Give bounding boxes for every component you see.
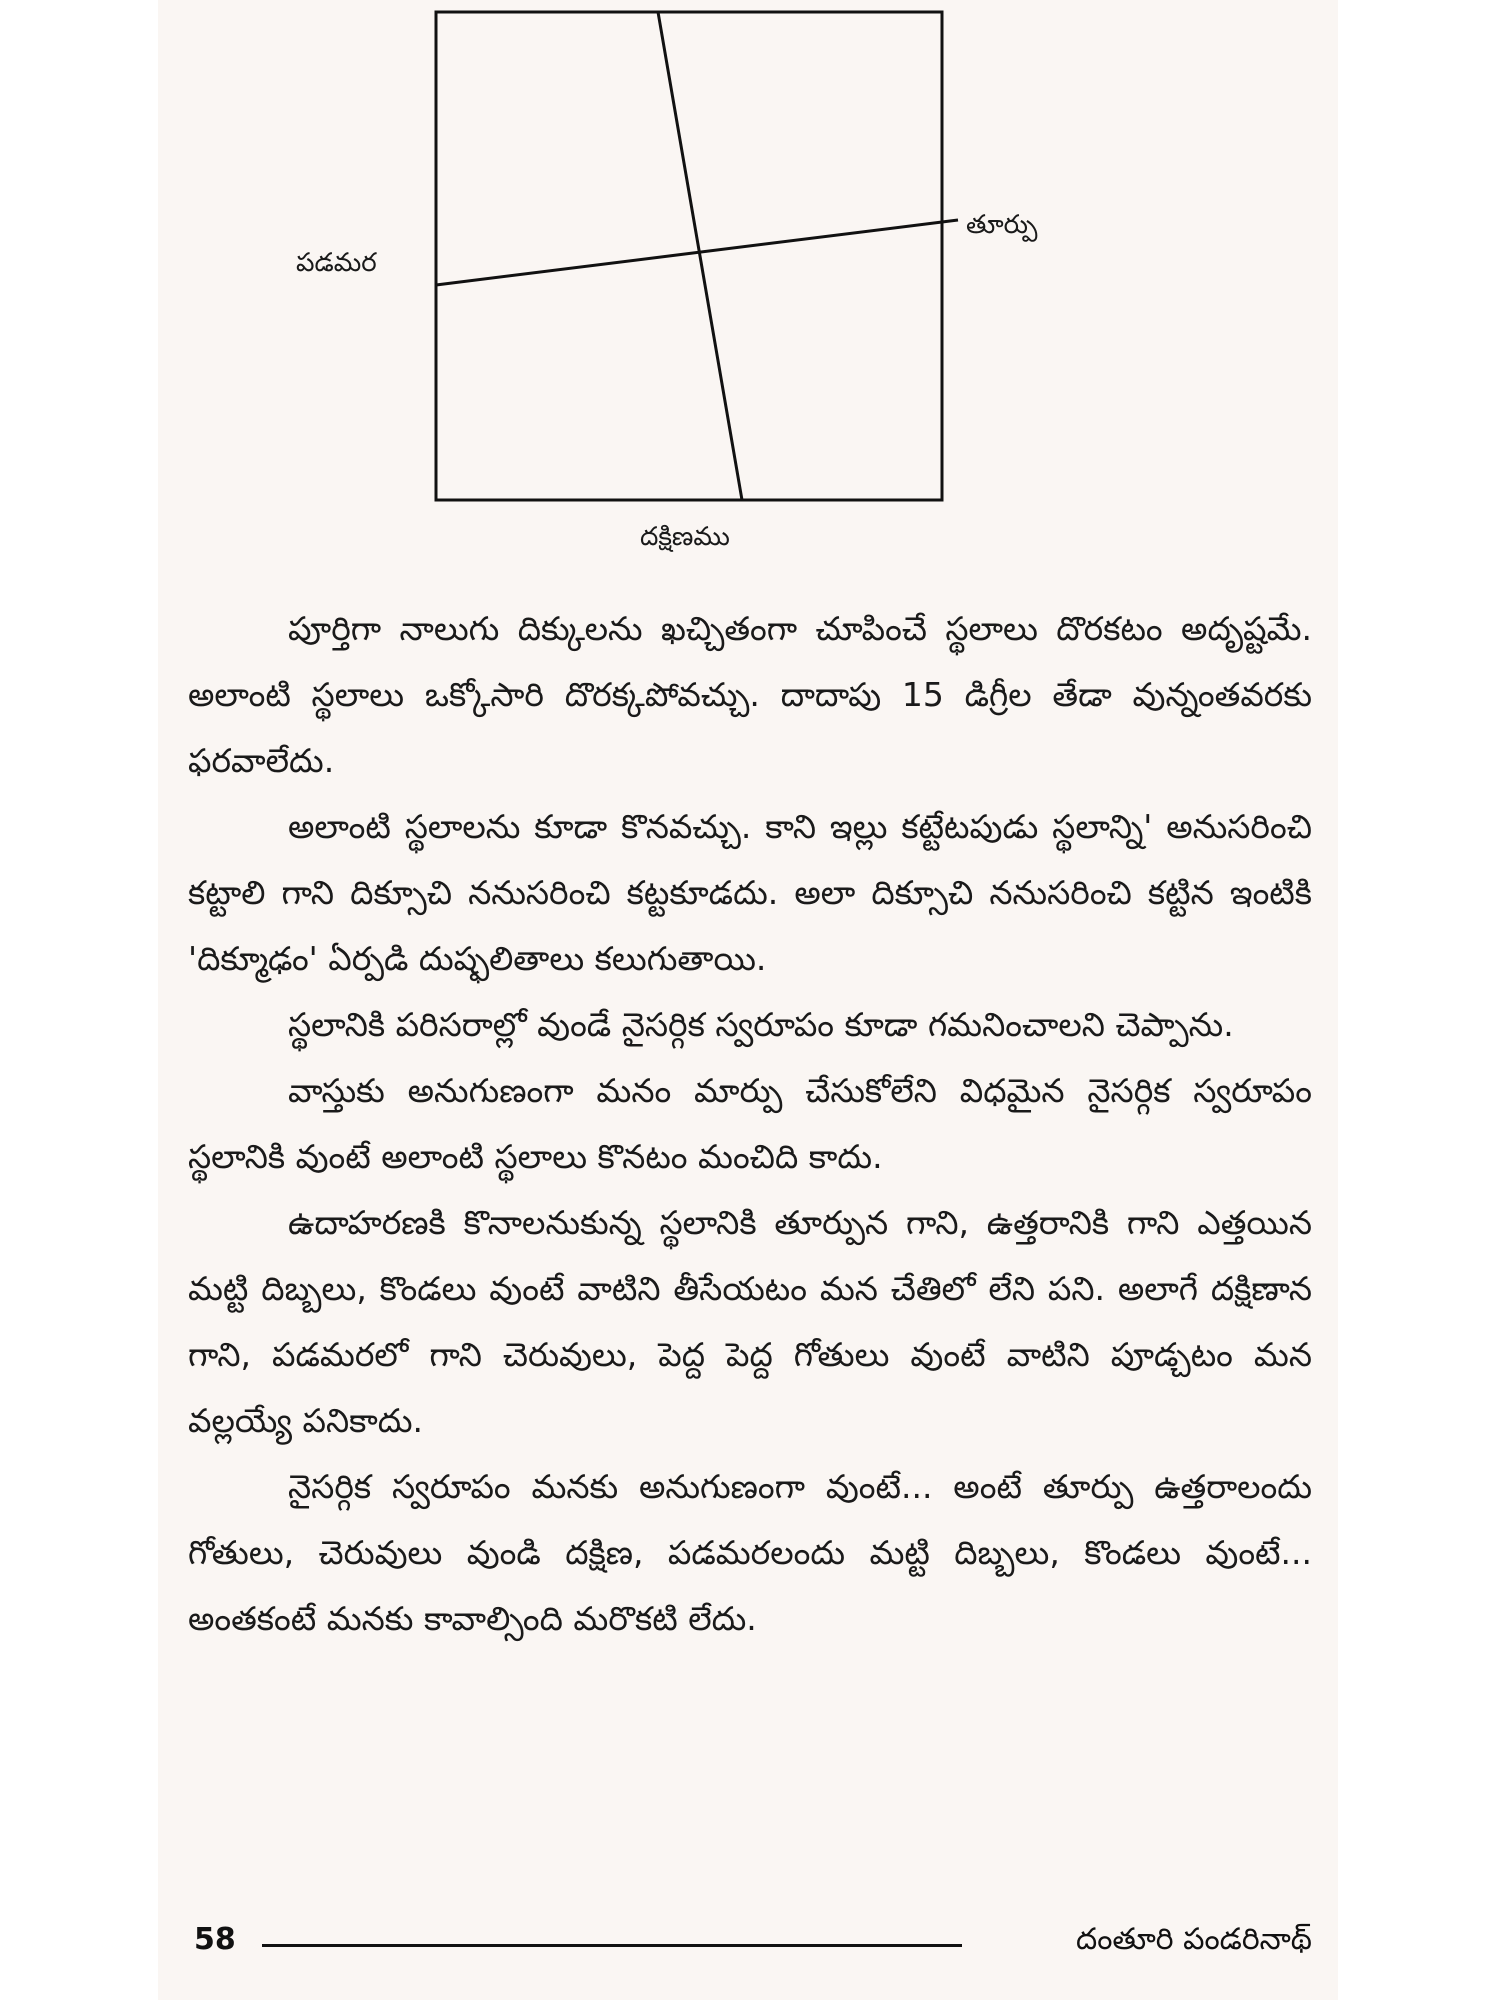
body-text — [188, 596, 1312, 1652]
paragraph: అలాంటి స్థలాలను కూడా కొనవచ్చు. కాని ఇల్లు కట్టేటపుడు స్థలాన్ని' అనుసరించి కట్టాలి గాని దిక్సూచి ననుసరించి కట్టకూడదు. అలా దిక్సూచి ననుసరించి కట్టిన ఇంటికి 'దిక్మూఢం' ఏర్పడి దుష్ఫలితాలు కలుగుతాయి. — [188, 807, 1312, 978]
page-number: 58 — [194, 1922, 236, 1957]
book-page — [158, 0, 1338, 2000]
paragraph: నైసర్గిక స్వరూపం మనకు అనుగుణంగా వుంటే... అంటే తూర్పు ఉత్తరాలందు గోతులు, చెరువులు వుండి దక్షిణ, పడమరలందు మట్టి దిబ్బలు, కొండలు వుంటే... అంతకంటే మనకు కావాల్సింది మరొకటి లేదు. — [188, 1467, 1312, 1638]
east-label: తూర్పు — [966, 210, 1038, 240]
footer-divider — [262, 1944, 962, 1947]
plot-boundary — [436, 12, 942, 500]
paragraph: వాస్తుకు అనుగుణంగా మనం మార్పు చేసుకోలేని విధమైన నైసర్గిక స్వరూపం స్థలానికి వుంటే అలాంటి స్థలాలు కొనటం మంచిది కాదు. — [188, 1071, 1312, 1176]
page-footer — [194, 1922, 1312, 1966]
south-label: దక్షిణము — [640, 522, 730, 552]
paragraph: ఉదాహరణకి కొనాలనుకున్న స్థలానికి తూర్పున గాని, ఉత్తరానికి గాని ఎత్తయిన మట్టి దిబ్బలు, కొండలు వుంటే వాటిని తీసేయటం మన చేతిలో లేని పని. అలాగే దక్షిణాన గాని, పడమరలో గాని చెరువులు, పెద్ద పెద్ద గోతులు వుంటే వాటిని పూడ్చటం మన వల్లయ్యే పనికాదు. — [188, 1203, 1312, 1440]
direction-diagram — [158, 0, 1338, 560]
west-label: పడమర — [296, 248, 377, 278]
author-name: దంతూరి పండరినాథ్ — [1076, 1922, 1312, 1957]
paragraph: స్థలానికి పరిసరాల్లో వుండే నైసర్గిక స్వరూపం కూడా గమనించాలని చెప్పాను. — [288, 1005, 1234, 1044]
paragraph: పూర్తిగా నాలుగు దిక్కులను ఖచ్చితంగా చూపించే స్థలాలు దొరకటం అదృష్టమే. అలాంటి స్థలాలు ఒక్కోసారి దొరక్కపోవచ్చు. దాదాపు 15 డిగ్రీల తేడా వున్నంతవరకు ఫరవాలేదు. — [188, 609, 1312, 780]
